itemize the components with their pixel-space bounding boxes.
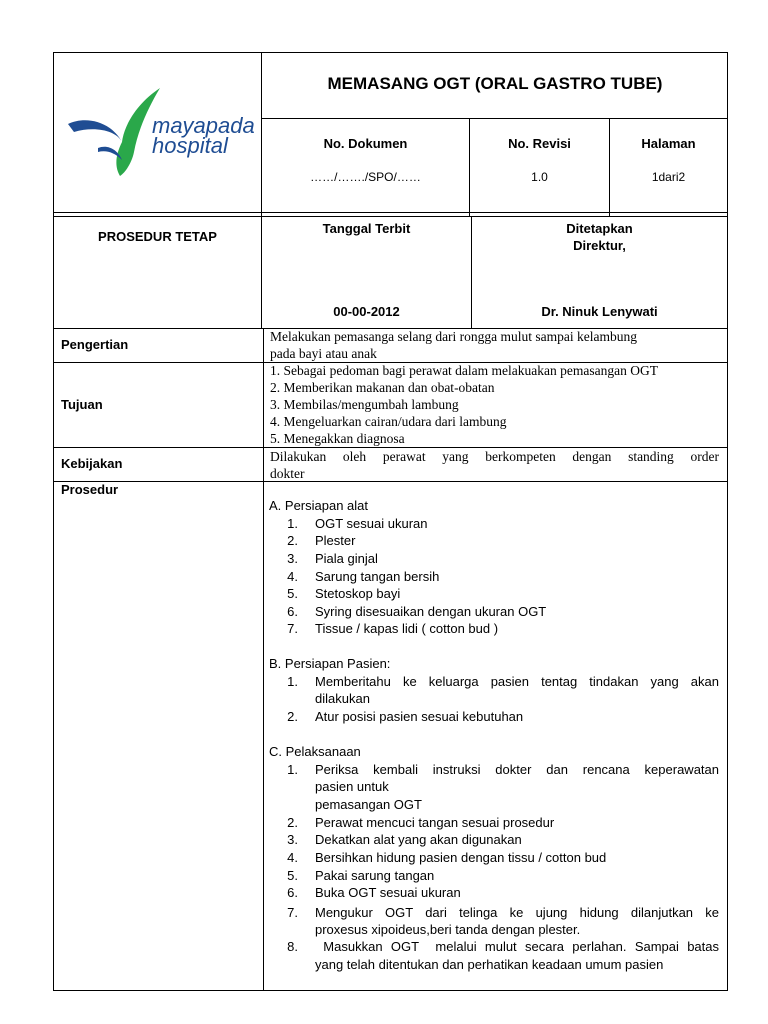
double-line-tick-b: [469, 212, 470, 217]
item-text: Memberitahu ke keluarga pasien tentag tindakan yang akan: [315, 674, 719, 689]
rev-col-divider: [609, 118, 610, 212]
item-number: 7.: [287, 905, 298, 920]
item-number: 2.: [287, 533, 298, 548]
tujuan-item: 4. Mengeluarkan cairan/udara dari lambung: [270, 414, 507, 429]
issue-date-value: 00-00-2012: [333, 304, 400, 319]
approver-name: Dr. Ninuk Lenywati: [541, 304, 658, 319]
approved-by-label: Ditetapkan: [566, 221, 633, 236]
tujuan-label: Tujuan: [61, 397, 103, 412]
title-row-divider: [261, 118, 728, 119]
hospital-logo: [64, 86, 260, 182]
table-border-right: [727, 52, 728, 991]
doc-number-value: ……/……./SPO/……: [310, 170, 421, 184]
item-text: Bersihkan hidung pasien dengan tissu / cotton bud: [315, 850, 607, 865]
item-text: Pakai sarung tangan: [315, 868, 435, 883]
item-number: 1.: [287, 674, 298, 689]
item-number: 1.: [287, 762, 298, 777]
item-text: Buka OGT sesuai ukuran: [315, 885, 461, 900]
item-text-continued: pemasangan OGT: [315, 797, 422, 812]
kebijakan-line2: dokter: [270, 466, 305, 481]
item-number: 4.: [287, 569, 298, 584]
page-label: Halaman: [641, 136, 696, 151]
procedure-type-label: PROSEDUR TETAP: [98, 229, 217, 244]
item-number: 3.: [287, 551, 298, 566]
item-number: 3.: [287, 832, 298, 847]
double-line-tick-c: [609, 212, 610, 217]
item-text-continued: proxesus xipoideus,beri tanda dengan plester.: [315, 922, 581, 937]
item-number: 5.: [287, 868, 298, 883]
document-title: MEMASANG OGT (ORAL GASTRO TUBE): [327, 74, 663, 93]
revision-value: 1.0: [531, 170, 548, 184]
item-number: 7.: [287, 621, 298, 636]
revision-label: No. Revisi: [508, 136, 571, 151]
item-number: 6.: [287, 604, 298, 619]
logo-text-line1: mayapada: [152, 113, 255, 138]
tujuan-item: 2. Memberikan makanan dan obat-obatan: [270, 380, 495, 395]
item-text: Perawat mencuci tangan sesuai prosedur: [315, 815, 555, 830]
double-line-top: [53, 212, 728, 213]
double-line-bottom: [53, 216, 728, 217]
pengertian-line2: pada bayi atau anak: [270, 346, 377, 361]
table-border-top: [53, 52, 728, 53]
pengertian-line1: Melakukan pemasanga selang dari rongga mulut sampai kelambung: [270, 329, 638, 344]
doc-number-label: No. Dokumen: [323, 136, 408, 151]
page-value: 1dari2: [651, 170, 686, 184]
item-text-continued: dilakukan: [315, 691, 370, 706]
section-a-title: A. Persiapan alat: [269, 498, 369, 513]
item-text: Mengukur OGT dari telinga ke ujung hidung dilanjutkan ke: [315, 905, 719, 920]
label-column-divider: [263, 328, 264, 990]
item-text: Stetoskop bayi: [315, 586, 401, 601]
item-text-continued: yang telah ditentukan dan perhatikan keadaan umum pasien: [315, 957, 664, 972]
item-text: OGT sesuai ukuran: [315, 516, 428, 531]
item-text: Dekatkan alat yang akan digunakan: [315, 832, 522, 847]
item-text: Piala ginjal: [315, 551, 378, 566]
item-text: Plester: [315, 533, 356, 548]
doc-col-divider: [469, 118, 470, 212]
logo-text-line2: hospital: [152, 133, 228, 158]
tujuan-item: 5. Menegakkan diagnosa: [270, 431, 405, 446]
row-separator-prosedur: [53, 481, 728, 482]
table-border-bottom: [53, 990, 728, 991]
approver-role: Direktur,: [573, 238, 626, 253]
section-b-title: B. Persiapan Pasien:: [269, 656, 391, 671]
item-text: Syring disesuaikan dengan ukuran OGT: [315, 604, 547, 619]
item-text: Masukkan OGT melalui mulut secara perlahan. Sampai batas: [315, 939, 719, 954]
tujuan-item: 1. Sebagai pedoman bagi perawat dalam melakuakan pemasangan OGT: [270, 363, 658, 378]
item-number: 1.: [287, 516, 298, 531]
item-number: 2.: [287, 815, 298, 830]
pengertian-label: Pengertian: [61, 337, 129, 352]
item-number: 5.: [287, 586, 298, 601]
item-number: 8.: [287, 939, 298, 954]
item-text-continued: pasien untuk: [315, 779, 389, 794]
item-number: 4.: [287, 850, 298, 865]
item-text: Atur posisi pasien sesuai kebutuhan: [315, 709, 524, 724]
kebijakan-line1: Dilakukan oleh perawat yang berkompeten dengan standing order: [270, 449, 719, 464]
item-text: Tissue / kapas lidi ( cotton bud ): [315, 621, 499, 636]
item-text: Periksa kembali instruksi dokter dan rencana keperawatan: [315, 762, 719, 777]
kebijakan-label: Kebijakan: [61, 456, 123, 471]
issue-date-label: Tanggal Terbit: [322, 221, 411, 236]
tujuan-item: 3. Membilas/mengumbah lambung: [270, 397, 459, 412]
prosedur-label: Prosedur: [61, 482, 119, 497]
table-border-left: [53, 52, 54, 991]
item-number: 6.: [287, 885, 298, 900]
section-c-title: C. Pelaksanaan: [269, 744, 361, 759]
item-text: Sarung tangan bersih: [315, 569, 440, 584]
item-number: 2.: [287, 709, 298, 724]
